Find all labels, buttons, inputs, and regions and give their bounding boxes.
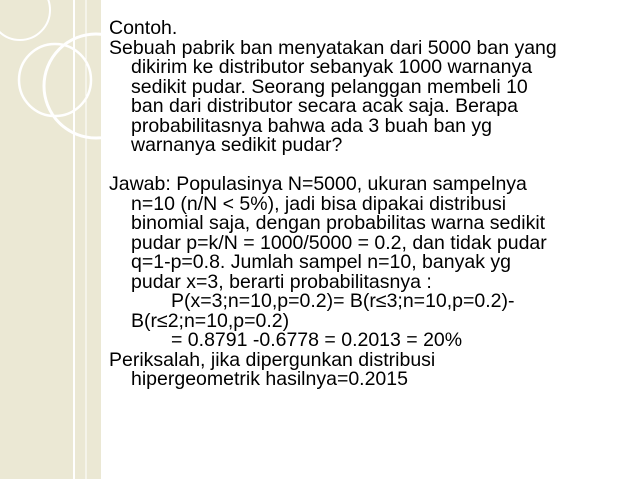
problem-paragraph — [109, 36, 609, 156]
problem-line: warnanya sedikit pudar? — [131, 134, 343, 156]
slide-body — [109, 19, 609, 390]
note-line: hipergeometrik hasilnya=0.2015 — [131, 368, 408, 390]
answer-line: Jawab: Populasinya N=5000, ukuran sampelnya — [109, 173, 527, 195]
answer-paragraph — [109, 175, 609, 351]
problem-line: probabilitasnya bahwa ada 3 buah ban yg — [131, 114, 493, 137]
heading-block — [109, 19, 609, 39]
problem-line: sedikit pudar. Seorang pelanggan membeli 10 — [131, 75, 528, 98]
equation-line: B(r≤2;n=10,p=0.2) — [131, 309, 290, 332]
decorative-rings-graphic — [0, 0, 101, 479]
problem-line: ban dari distributor secara acak saja. Berapa — [131, 95, 518, 117]
answer-line: binomial saja, dengan probabilitas warna sedikit — [131, 212, 546, 234]
equation-line: P(x=3;n=10,p=0.2)= B(r≤3;n=10,p=0.2)- — [171, 290, 515, 312]
answer-line: pudar x=3, berarti probabilitasnya : — [131, 270, 432, 293]
answer-line: pudar p=k/N = 1000/5000 = 0.2, dan tidak pudar — [131, 231, 547, 254]
answer-line: n=10 (n/N < 5%), jadi bisa dipakai distribusi — [131, 192, 507, 215]
result-line: = 0.8791 -0.6778 = 0.2013 = 20% — [171, 329, 463, 351]
problem-line: dikirim ke distributor sebanyak 1000 warnanya — [131, 56, 533, 78]
decorative-side-band — [0, 0, 101, 479]
slide-heading: Contoh. — [109, 17, 178, 39]
answer-line: q=1-p=0.8. Jumlah sampel n=10, banyak yg — [131, 251, 511, 273]
note-line: Periksalah, jika dipergunkan distribusi — [109, 348, 436, 371]
note-paragraph — [109, 348, 609, 390]
problem-line: Sebuah pabrik ban menyatakan dari 5000 ban yang — [109, 36, 557, 59]
ring-top — [0, 0, 50, 40]
